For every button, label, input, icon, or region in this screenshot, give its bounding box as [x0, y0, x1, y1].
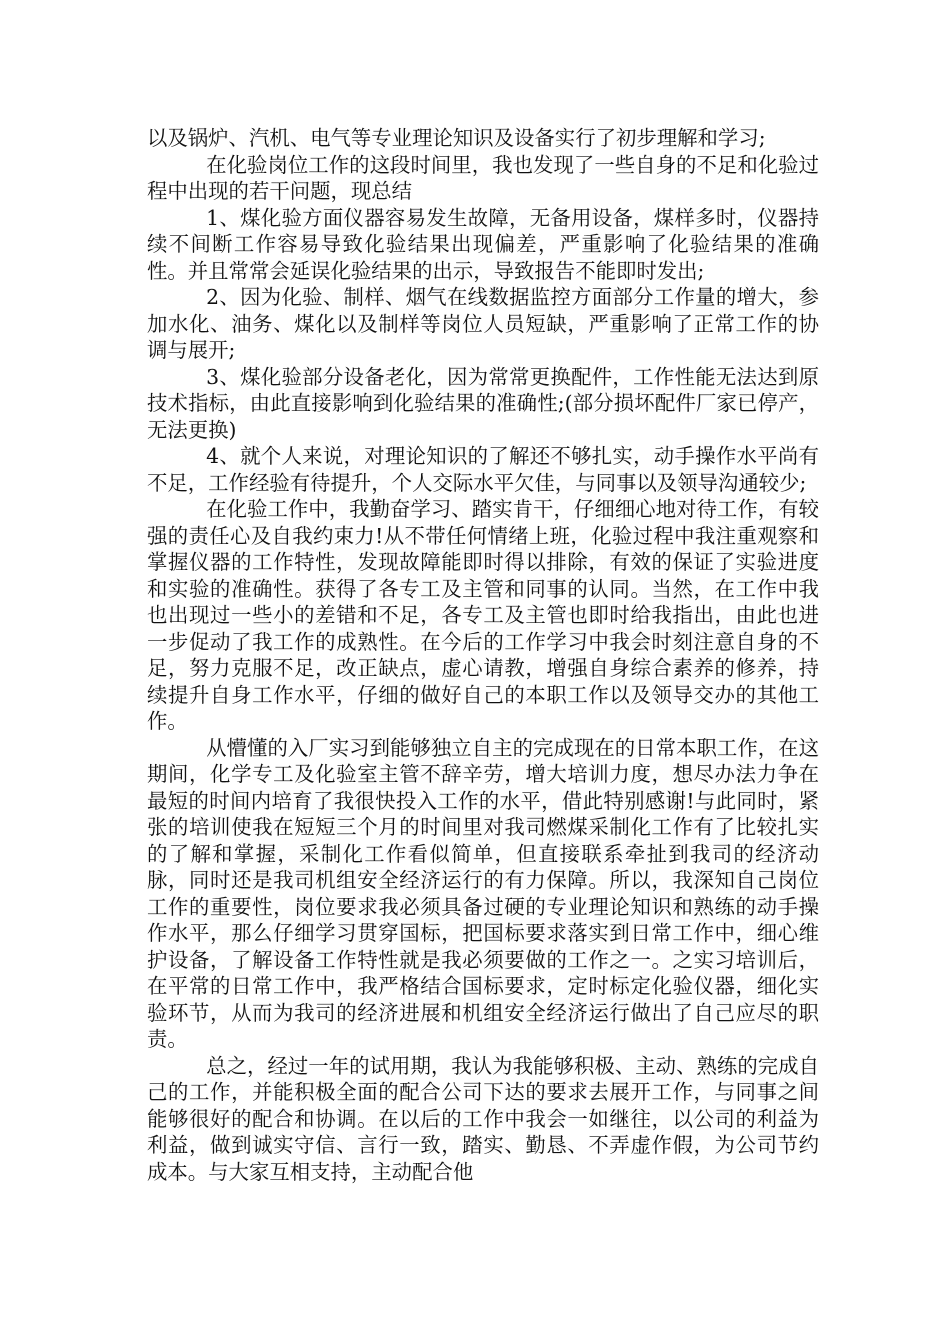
paragraph-7: 在化验工作中，我勤奋学习、踏实肯干，仔细细心地对待工作，有较强的责任心及自我约束力!从不带任何情绪上班，化验过程中我注重观察和掌握仪器的工作特性，发现故障能即时得以排除，有效的保证了实验进度和实验的准确性。获得了各专工及主管和同事的认同。当然，在工作中我也出现过一些小的差错和不足，各专工及主管也即时给我指出，由此也进一步促动了我工作的成熟性。在今后的工作学习中我会时刻注意自身的不足，努力克服不足，改正缺点，虚心请教，增强自身综合素养的修养，持续提升自身工作水平，仔细的做好自己的本职工作以及领导交办的其他工作。 — [147, 497, 819, 733]
paragraph-1: 以及锅炉、汽机、电气等专业理论知识及设备实行了初步理解和学习; — [147, 126, 766, 150]
document-body — [147, 125, 819, 1185]
paragraph-3: 1、煤化验方面仪器容易发生故障，无备用设备，煤样多时，仪器持续不间断工作容易导致化验结果出现偏差，严重影响了化验结果的准确性。并且常常会延误化验结果的出示，导致报告不能即时发出; — [147, 205, 819, 283]
paragraph-9: 总之，经过一年的试用期，我认为我能够积极、主动、熟练的完成自己的工作，并能积极全面的配合公司下达的要求去展开工作，与同事之间能够很好的配合和协调。在以后的工作中我会一如继往，以公司的利益为利益，做到诚实守信、言行一致，踏实、勤恳、不弄虚作假，为公司节约成本。与大家互相支持，主动配合他 — [147, 1053, 819, 1184]
paragraph-4: 2、因为化验、制样、烟气在线数据监控方面部分工作量的增大，参加水化、油务、煤化以及制样等岗位人员短缺，严重影响了正常工作的协调与展开; — [147, 285, 819, 362]
paragraph-2: 在化验岗位工作的这段时间里，我也发现了一些自身的不足和化验过程中出现的若干问题，现总结 — [147, 152, 819, 203]
paragraph-8: 从懵懂的入厂实习到能够独立自主的完成现在的日常本职工作，在这期间，化学专工及化验室主管不辞辛劳，增大培训力度，想尽办法力争在最短的时间内培育了我很快投入工作的水平，借此特别感谢!与此同时，紧张的培训使我在短短三个月的时间里对我司燃煤采制化工作有了比较扎实的了解和掌握，采制化工作看似简单，但直接联系牵扯到我司的经济动脉，同时还是我司机组安全经济运行的有力保障。所以，我深知自己岗位工作的重要性，岗位要求我必须具备过硬的专业理论知识和熟练的动手操作水平，那么仔细学习贯穿国标，把国标要求落实到日常工作中，细心维护设备，了解设备工作特性就是我必须要做的工作之一。之实习培训后，在平常的日常工作中，我严格结合国标要求，定时标定化验仪器，细化实验环节，从而为我司的经济进展和机组安全经济运行做出了自己应尽的职责。 — [147, 735, 819, 1051]
paragraph-5: 3、煤化验部分设备老化，因为常常更换配件，工作性能无法达到原技术指标，由此直接影响到化验结果的准确性;(部分损坏配件厂家已停产，无法更换) — [147, 364, 819, 442]
paragraph-6: 4、就个人来说，对理论知识的了解还不够扎实，动手操作水平尚有不足，工作经验有待提升，个人交际水平欠佳，与同事以及领导沟通较少; — [147, 444, 819, 495]
